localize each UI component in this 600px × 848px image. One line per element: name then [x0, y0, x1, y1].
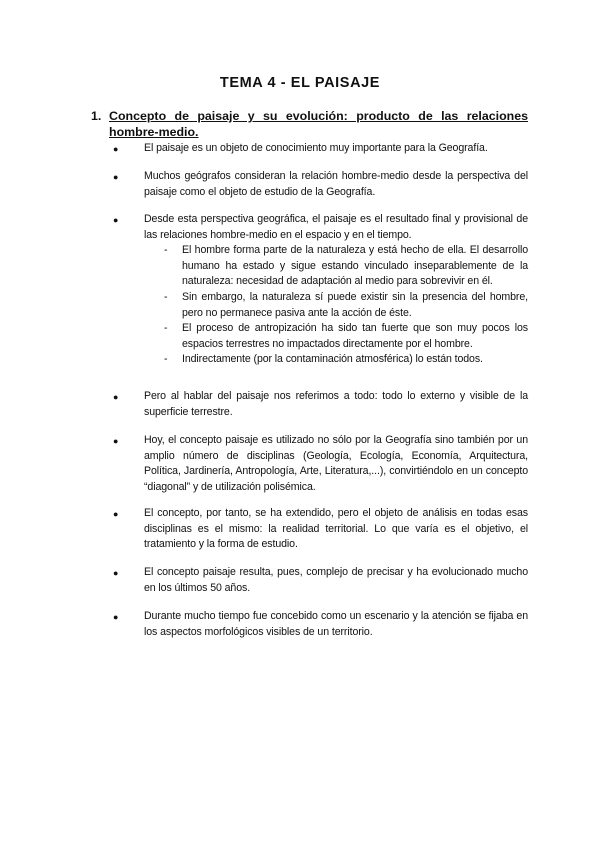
list-item-text: El concepto paisaje resulta, pues, complejo de precisar y ha evolucionado mucho en los últimos 50 años. — [144, 566, 528, 594]
list-item — [113, 389, 528, 420]
list-item-text: Hoy, el concepto paisaje es utilizado no sólo por la Geografía sino también por un amplio número de disciplinas (Geología, Ecología, Economía, Arquitectura, Política, Jardinería, Antropología, Arte, Literatura,...), convirtiéndolo en un concepto “diagonal” y de utilización polisémica. — [144, 434, 528, 493]
sub-list-item — [164, 243, 528, 290]
list-item — [113, 565, 528, 596]
dash-icon: - — [164, 322, 168, 335]
list-item — [113, 141, 528, 157]
sub-list-item — [164, 290, 528, 321]
list-item-text: Durante mucho tiempo fue concebido como un escenario y la atención se fijaba en los aspectos morfológicos visibles de un territorio. — [144, 610, 528, 638]
list-item — [113, 609, 528, 640]
list-item — [113, 212, 528, 368]
sub-list-item-text: El proceso de antropización ha sido tan fuerte que son muy pocos los espacios terrestres no impactados directamente por el hombre. — [182, 322, 528, 350]
list-item-text: Pero al hablar del paisaje nos referimos a todo: todo lo externo y visible de la superficie terrestre. — [144, 390, 528, 418]
sub-list-item — [164, 321, 528, 352]
dash-icon: - — [164, 290, 168, 303]
sub-list-item-text: Sin embargo, la naturaleza sí puede existir sin la presencia del hombre, pero no permanece pasiva ante la acción de éste. — [182, 290, 528, 319]
section-heading — [91, 109, 528, 140]
page-title: TEMA 4 - EL PAISAJE — [219, 75, 381, 91]
list-item-text: El concepto, por tanto, se ha extendido, pero el objeto de análisis en todas esas disciplinas es el mismo: la realidad territorial. Lo que varía es el objetivo, el tratamiento y la forma de estudio. — [144, 507, 528, 551]
bullet-icon: ● — [113, 172, 119, 182]
sub-list-item — [164, 352, 528, 368]
list-item — [113, 506, 528, 553]
section-heading-text: Concepto de paisaje y su evolución: producto de las relaciones hombre-medio. — [109, 109, 528, 139]
dash-icon: - — [164, 244, 168, 257]
list-item — [113, 433, 528, 495]
bullet-icon: ● — [113, 392, 119, 402]
bullet-icon: ● — [113, 215, 119, 225]
bullet-icon: ● — [113, 144, 119, 154]
bullet-icon: ● — [113, 612, 119, 622]
sub-list-item-text: El hombre forma parte de la naturaleza y está hecho de ella. El desarrollo humano ha estado y sigue estando vinculado inseparablemente de la naturaleza: necesidad de adaptación al medio para sobrevivir en él. — [182, 244, 528, 288]
bullet-icon: ● — [113, 509, 119, 519]
sub-list-item-text: Indirectamente (por la contaminación atmosférica) lo están todos. — [182, 353, 483, 366]
list-item-text: Desde esta perspectiva geográfica, el paisaje es el resultado final y provisional de las relaciones hombre-medio en el espacio y en el tiempo. — [144, 213, 528, 241]
list-item-text: Muchos geógrafos consideran la relación hombre-medio desde la perspectiva del paisaje como el objeto de estudio de la Geografía. — [144, 170, 528, 198]
list-item-text: El paisaje es un objeto de conocimiento muy importante para la Geografía. — [144, 142, 488, 154]
dash-icon: - — [164, 353, 168, 366]
section-number: 1. — [91, 109, 102, 123]
bullet-icon: ● — [113, 436, 119, 446]
bullet-icon: ● — [113, 568, 119, 578]
list-item — [113, 169, 528, 200]
